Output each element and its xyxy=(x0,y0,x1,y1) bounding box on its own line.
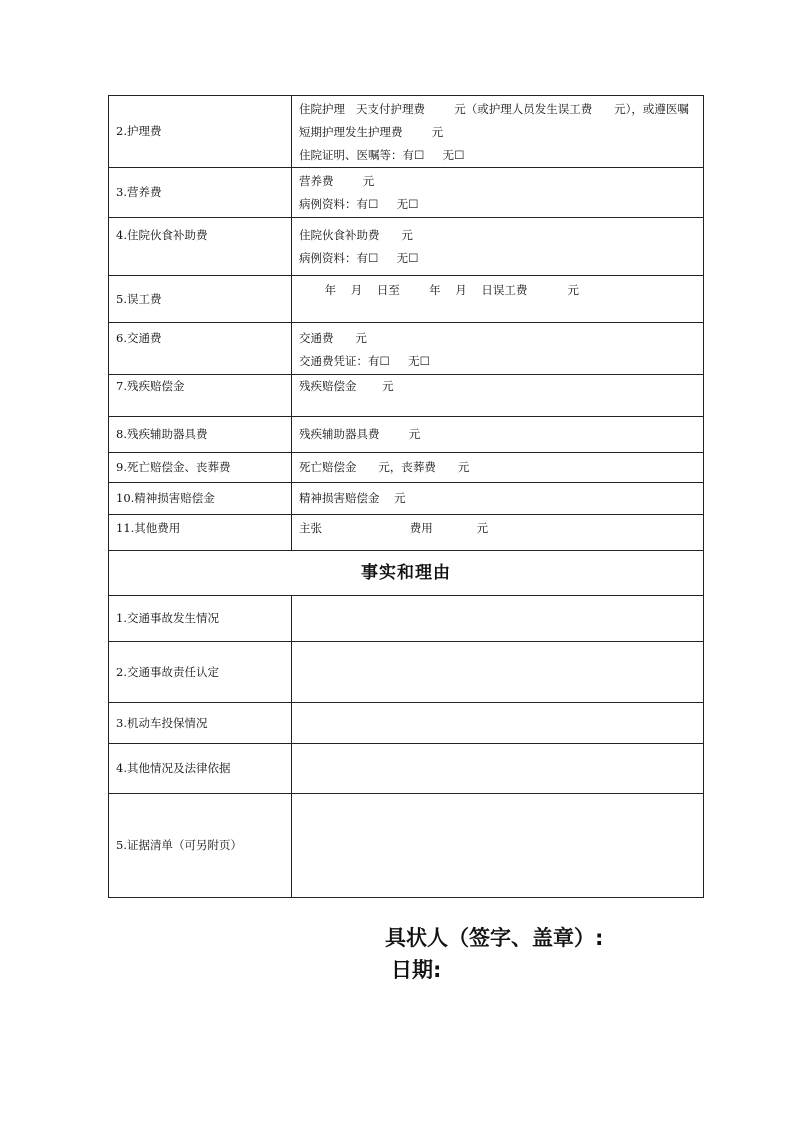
table-row xyxy=(109,483,704,515)
section-title: 事实和理由 xyxy=(109,551,704,596)
row-label-vehicle-insurance: 3.机动车投保情况 xyxy=(109,703,292,744)
fill-in-cell[interactable] xyxy=(292,794,704,898)
content-line: 住院护理 天支付护理费 元（或护理人员发生误工费 元），或遵医嘱 xyxy=(299,102,689,116)
row-label-other-fees: 11.其他费用 xyxy=(109,515,292,551)
date-label: 日期: xyxy=(391,958,442,982)
table-row xyxy=(109,218,704,276)
row-content-nursing-fee xyxy=(292,96,704,168)
row-label-disability-compensation: 7.残疾赔偿金 xyxy=(109,375,292,417)
row-label-nutrition-fee: 3.营养费 xyxy=(109,168,292,218)
row-content-lost-wages xyxy=(292,276,704,323)
content-line: 主张 费用 元 xyxy=(299,521,489,535)
content-line: 短期护理发生护理费 元 xyxy=(299,125,444,139)
row-label-transport-fee: 6.交通费 xyxy=(109,323,292,375)
table-row xyxy=(109,417,704,453)
table-row xyxy=(109,276,704,323)
table-row xyxy=(109,515,704,551)
table-row xyxy=(109,375,704,417)
row-content-meal-subsidy xyxy=(292,218,704,276)
row-content-other-fees xyxy=(292,515,704,551)
content-line: 残疾辅助器具费 元 xyxy=(299,427,421,441)
row-label-legal-basis: 4.其他情况及法律依据 xyxy=(109,744,292,794)
signer-label: 具状人（签字、盖章）: xyxy=(385,926,604,950)
table-row xyxy=(109,96,704,168)
row-label-nursing-fee: 2.护理费 xyxy=(109,96,292,168)
fill-in-cell[interactable] xyxy=(292,744,704,794)
table-row xyxy=(109,703,704,744)
row-content-transport-fee xyxy=(292,323,704,375)
fill-in-cell[interactable] xyxy=(292,703,704,744)
content-line: 精神损害赔偿金 元 xyxy=(299,491,406,505)
table-row xyxy=(109,323,704,375)
content-line: 病例资料：有☐ 无☐ xyxy=(299,197,419,211)
row-content-nutrition-fee xyxy=(292,168,704,218)
table-row xyxy=(109,794,704,898)
content-line: 病例资料：有☐ 无☐ xyxy=(299,251,419,265)
table-row xyxy=(109,168,704,218)
table-row xyxy=(109,642,704,703)
row-label-assistive-device-fee: 8.残疾辅助器具费 xyxy=(109,417,292,453)
claim-form-table xyxy=(108,95,704,898)
row-content-mental-damage xyxy=(292,483,704,515)
fill-in-cell[interactable] xyxy=(292,596,704,642)
content-line: 残疾赔偿金 元 xyxy=(299,379,394,393)
signature-block xyxy=(385,922,603,986)
content-line: 死亡赔偿金 元，丧葬费 元 xyxy=(299,460,470,474)
table-row xyxy=(109,453,704,483)
row-label-liability-determination: 2.交通事故责任认定 xyxy=(109,642,292,703)
section-header-row xyxy=(109,551,704,596)
row-content-death-compensation xyxy=(292,453,704,483)
content-line: 住院伙食补助费 元 xyxy=(299,228,413,242)
row-label-lost-wages: 5.误工费 xyxy=(109,276,292,323)
content-line: 交通费凭证：有☐ 无☐ xyxy=(299,354,430,368)
row-content-assistive-device-fee xyxy=(292,417,704,453)
row-label-death-compensation: 9.死亡赔偿金、丧葬费 xyxy=(109,453,292,483)
fill-in-cell[interactable] xyxy=(292,642,704,703)
row-content-disability-compensation xyxy=(292,375,704,417)
row-label-meal-subsidy: 4.住院伙食补助费 xyxy=(109,218,292,276)
content-line: 交通费 元 xyxy=(299,331,367,345)
content-line: 住院证明、医嘱等：有☐ 无☐ xyxy=(299,148,465,162)
table-row xyxy=(109,596,704,642)
content-line: 营养费 元 xyxy=(299,174,375,188)
table-row xyxy=(109,744,704,794)
row-label-accident-circumstances: 1.交通事故发生情况 xyxy=(109,596,292,642)
content-line: 年 月 日至 年 月 日误工费 元 xyxy=(299,283,580,297)
row-label-mental-damage: 10.精神损害赔偿金 xyxy=(109,483,292,515)
row-label-evidence-list: 5.证据清单（可另附页） xyxy=(109,794,292,898)
